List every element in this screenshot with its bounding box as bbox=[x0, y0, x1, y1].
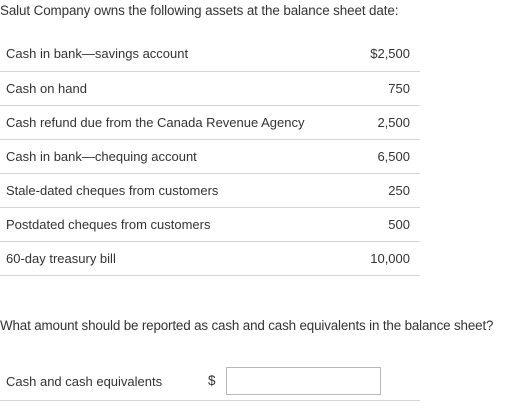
cash-equivalents-input[interactable] bbox=[226, 367, 381, 395]
question-text: What amount should be reported as cash and cash equivalents in the balance sheet? bbox=[0, 318, 494, 333]
asset-label: Cash in bank—chequing account bbox=[0, 139, 346, 173]
answer-row bbox=[0, 362, 532, 402]
table-row bbox=[0, 207, 420, 241]
asset-amount: 2,500 bbox=[346, 105, 420, 139]
asset-amount: 500 bbox=[346, 207, 420, 241]
asset-label: Cash in bank—savings account bbox=[0, 37, 346, 71]
answer-label: Cash and cash equivalents bbox=[6, 374, 163, 389]
assets-table bbox=[0, 37, 420, 276]
asset-label: Cash on hand bbox=[0, 71, 346, 105]
table-row bbox=[0, 105, 420, 139]
asset-label: Cash refund due from the Canada Revenue Agency bbox=[0, 105, 346, 139]
table-row bbox=[0, 241, 420, 275]
table-row bbox=[0, 173, 420, 207]
table-row bbox=[0, 37, 420, 71]
table-row bbox=[0, 71, 420, 105]
asset-label: Stale-dated cheques from customers bbox=[0, 173, 346, 207]
asset-amount: 10,000 bbox=[346, 241, 420, 275]
dollar-sign: $ bbox=[208, 373, 216, 388]
asset-label: 60-day treasury bill bbox=[0, 241, 346, 275]
asset-amount: 6,500 bbox=[346, 139, 420, 173]
row-divider bbox=[0, 400, 420, 401]
asset-label: Postdated cheques from customers bbox=[0, 207, 346, 241]
asset-amount: $2,500 bbox=[346, 37, 420, 71]
intro-text: Salut Company owns the following assets at the balance sheet date: bbox=[0, 3, 399, 18]
asset-amount: 750 bbox=[346, 71, 420, 105]
asset-amount: 250 bbox=[346, 173, 420, 207]
table-row bbox=[0, 139, 420, 173]
